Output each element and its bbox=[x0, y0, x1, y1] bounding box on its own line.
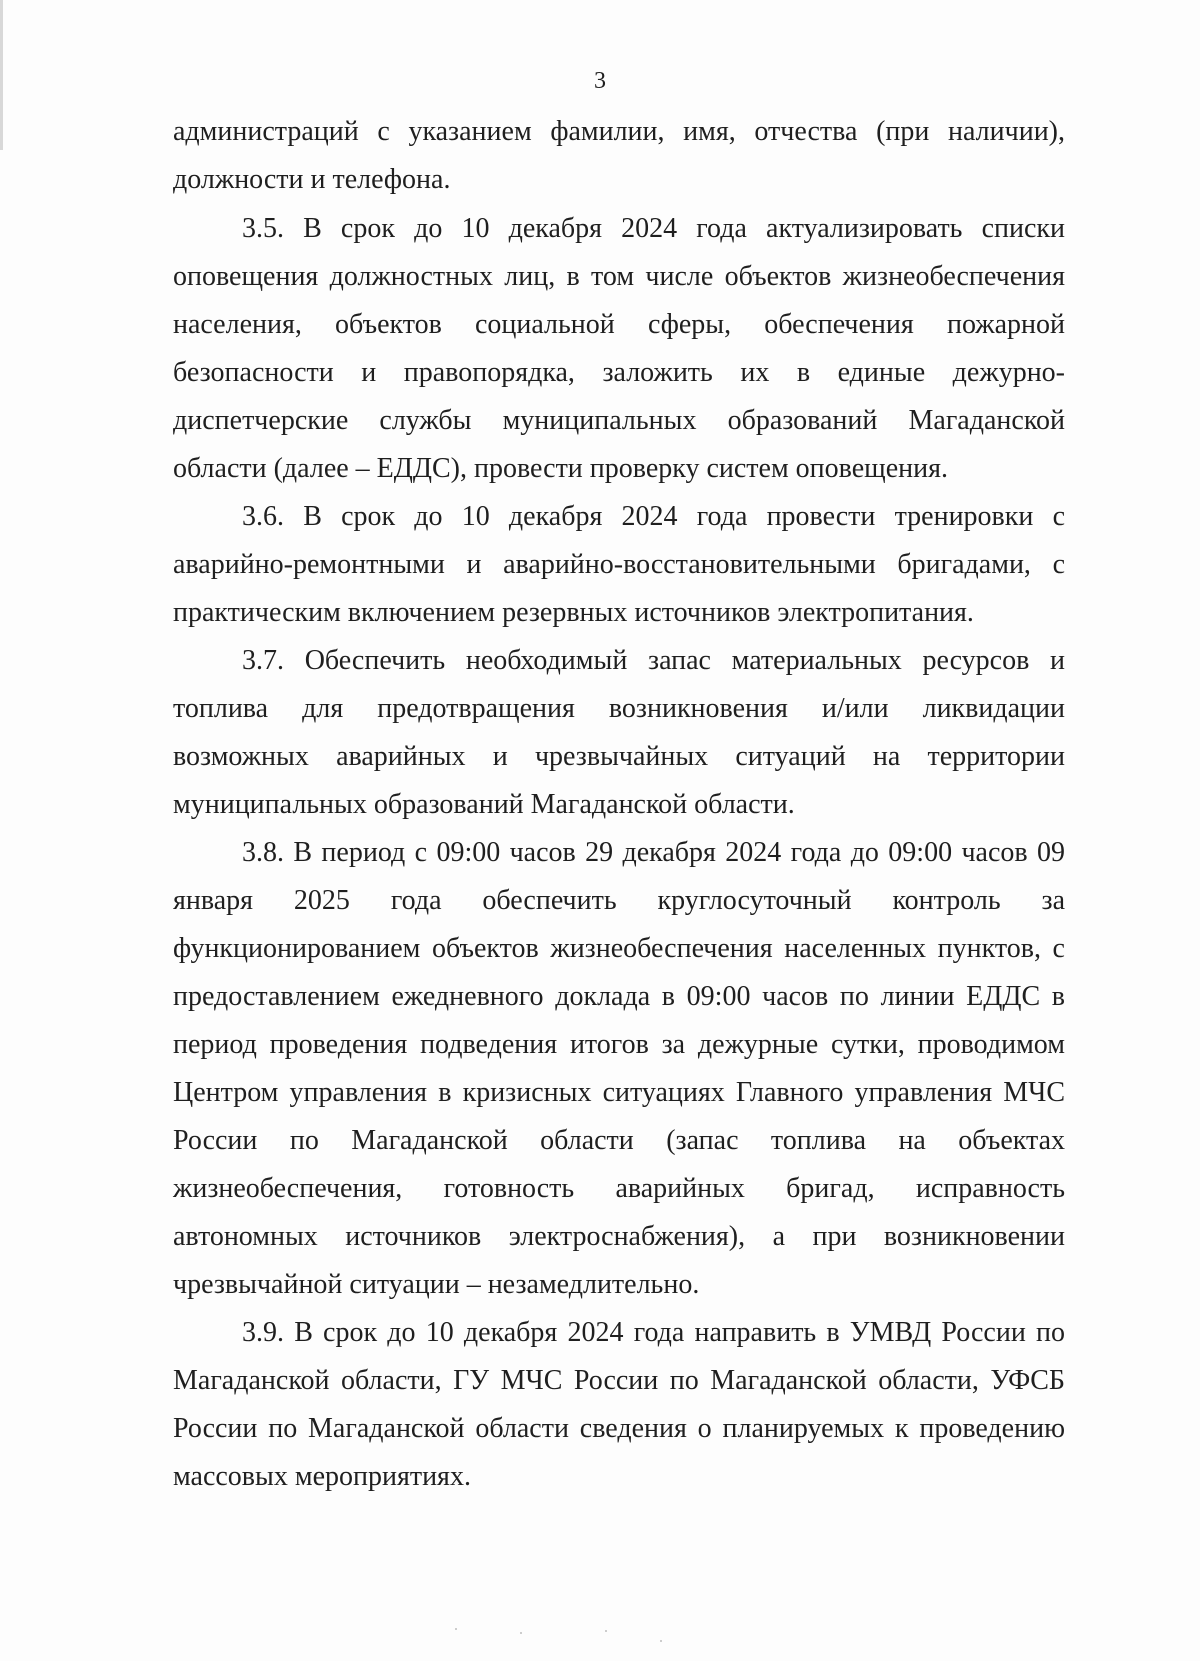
paragraph-3-5: 3.5. В срок до 10 декабря 2024 года актуализировать списки оповещения должностных лиц, в том числе объектов жизнеобеспечения населения, объектов социальной сферы, обеспечения пожарной безопасности и правопорядка, заложить их в единые дежурно-диспетчерские службы муниципальных образований Магаданской области (далее – ЕДДС), провести проверку систем оповещения. bbox=[173, 213, 1065, 484]
paragraph-3-7: 3.7. Обеспечить необходимый запас материальных ресурсов и топлива для предотвращения возникновения и/или ликвидации возможных аварийных и чрезвычайных ситуаций на территории муниципальных образований Магаданской области. bbox=[173, 645, 1065, 820]
paragraph-3-8: 3.8. В период с 09:00 часов 29 декабря 2024 года до 09:00 часов 09 января 2025 года обеспечить круглосуточный контроль за функционированием объектов жизнеобеспечения населенных пунктов, с предоставлением ежедневного доклада в 09:00 часов по линии ЕДДС в период проведения подведения итогов за дежурные сутки, проводимом Центром управления в кризисных ситуациях Главного управления МЧС России по Магаданской области (запас топлива на объектах жизнеобеспечения, готовность аварийных бригад, исправность автономных источников электроснабжения), а при возникновении чрезвычайной ситуации – незамедлительно. bbox=[173, 837, 1065, 1300]
scan-speck bbox=[660, 1640, 662, 1642]
scan-speck bbox=[520, 1632, 522, 1634]
document-body bbox=[173, 108, 1065, 1501]
page-number: 3 bbox=[594, 68, 606, 94]
paragraph-3-6: 3.6. В срок до 10 декабря 2024 года провести тренировки с аварийно-ремонтными и аварийно-восстановительными бригадами, с практическим включением резервных источников электропитания. bbox=[173, 501, 1065, 628]
scan-speck bbox=[455, 1628, 457, 1630]
paragraph-continuation: администраций с указанием фамилии, имя, отчества (при наличии), должности и телефона. bbox=[173, 116, 1065, 195]
paragraph-3-9: 3.9. В срок до 10 декабря 2024 года направить в УМВД России по Магаданской области, ГУ МЧС России по Магаданской области, УФСБ России по Магаданской области сведения о планируемых к проведению массовых мероприятиях. bbox=[173, 1317, 1065, 1492]
scan-speck bbox=[605, 1630, 607, 1632]
